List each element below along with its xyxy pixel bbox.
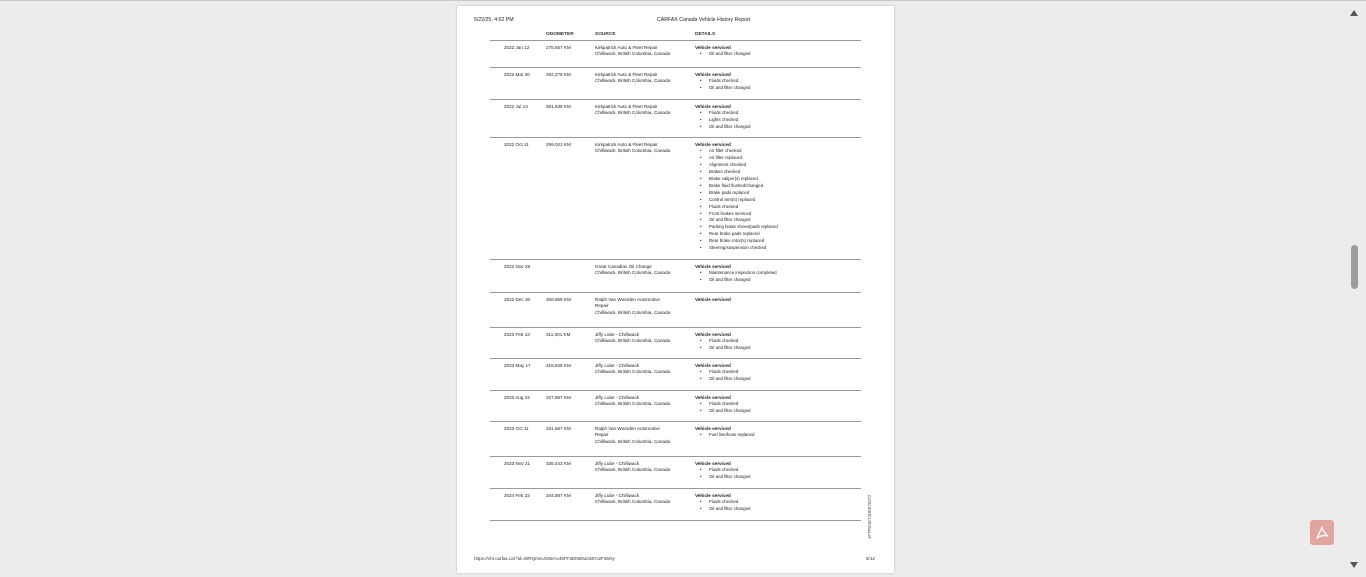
record-source [595,142,693,155]
record-date: 2022 Jul 13 [504,104,528,109]
record-date: 2023 Aug 22 [504,395,530,400]
source-line: Chilliwack, British Columbia, Canada [595,467,671,473]
column-details: DETAILS [695,32,716,37]
source-line: Chilliwack, British Columbia, Canada [595,78,671,84]
source-line: Chilliwack, British Columbia, Canada [595,438,671,444]
record-date: 2023 Oct 11 [504,426,529,431]
details-list [695,432,860,439]
scroll-thumb[interactable] [1351,245,1358,289]
details-list [695,110,860,131]
record-details [695,297,860,303]
details-item: • Front brakes serviced [695,211,860,218]
row-divider [490,40,861,41]
record-odometer: 282,279 KM [546,72,571,77]
record-date: 2022 Oct 11 [504,142,529,147]
details-item: • Oil and filter changed [695,277,860,284]
record-details [695,264,860,284]
row-divider [490,358,861,359]
record-odometer: 336,443 KM [546,461,571,466]
vertical-scrollbar[interactable] [1348,7,1360,572]
record-date: 2022 Nov 29 [504,264,531,269]
print-date: 5/22/25, 4:02 PM [474,17,514,23]
row-divider [490,292,861,293]
details-item: • Oil and filter changed [695,408,860,415]
details-item: • Fluids checked [695,467,860,474]
source-line: Chilliwack, British Columbia, Canada [595,499,671,505]
details-list [695,467,860,481]
details-title: Vehicle serviced [695,395,731,400]
footer-url: https://vhr.carfax.ca/?id=WRQmeUG8eAc4kFF3DN80u04E%2F46Oy [474,556,615,561]
details-item: • Oil and filter changed [695,85,860,92]
details-title: Vehicle serviced [695,45,731,50]
column-odometer: ODOMETER [546,32,574,37]
row-divider [490,327,861,328]
record-details [695,426,860,439]
row-divider [490,421,861,422]
record-details [695,493,860,513]
page-number: 6/12 [866,556,875,561]
row-divider [490,99,861,100]
record-date: 2023 May 17 [504,363,531,368]
source-line: Ralph Van Woerden Automotive [595,426,660,431]
details-item: • Oil and filter changed [695,217,860,224]
details-item: • Control arm(s) replaced [695,197,860,204]
viewer-top-border [0,0,1366,1]
scroll-up-icon[interactable] [1350,10,1358,16]
details-title: Vehicle serviced [695,461,731,466]
details-item: • Fuel line/hose replaced [695,432,860,439]
record-source [595,363,693,376]
adobe-pdf-icon [1314,525,1330,541]
adobe-pdf-button[interactable] [1310,520,1334,545]
row-divider [490,520,861,521]
record-details [695,363,860,383]
record-details [695,332,860,352]
record-source [595,297,693,316]
details-item: • Alignment checked [695,162,860,169]
row-divider [490,137,861,138]
record-details [695,45,860,58]
details-item: • Steering/suspension checked [695,245,860,252]
details-item: • Oil and filter changed [695,51,860,58]
details-item: • Air filter checked [695,148,860,155]
record-source [595,395,693,408]
details-title: Vehicle serviced [695,332,731,337]
details-title: Vehicle serviced [695,426,731,431]
details-item: • Oil and filter changed [695,474,860,481]
record-odometer: 318,628 KM [546,363,571,368]
record-date: 2023 Nov 21 [504,461,531,466]
source-line: Chilliwack, British Columbia, Canada [595,401,671,407]
details-item: • Fluids checked [695,78,860,85]
details-item: • Brakes checked [695,169,860,176]
report-title: CARFAX Canada Vehicle History Report [657,17,751,23]
record-source [595,45,693,58]
source-line: Ralph Van Woerden Automotive [595,297,660,302]
record-details [695,461,860,481]
details-item: • Oil and filter changed [695,345,860,352]
details-item: • Brake caliper(s) replaced [695,176,860,183]
details-list [695,499,860,513]
source-line: Chilliwack, British Columbia, Canada [595,338,671,344]
details-list [695,78,860,92]
record-date: 2023 Feb 13 [504,332,530,337]
record-odometer: 311,001 KM [546,332,571,337]
source-line: Jiffy Lube - Chilliwack [595,363,640,368]
record-odometer: 308,959 KM [546,297,571,302]
details-list [695,51,860,58]
details-item: • Fluids checked [695,110,860,117]
details-item: • Oil and filter changed [695,506,860,513]
pdf-page [457,6,894,573]
record-date: 2022 Mar 30 [504,72,530,77]
details-item: • Parking brake shoes/pads replaced [695,224,860,231]
source-line: Repair [595,432,609,438]
details-title: Vehicle serviced [695,493,731,498]
source-line: Chilliwack, British Columbia, Canada [595,369,671,375]
source-line: Kirkpatrick Auto & Fleet Repair [595,104,658,109]
record-source [595,461,693,474]
details-item: • Fluids checked [695,401,860,408]
record-odometer: 344,897 KM [546,493,571,498]
details-title: Vehicle serviced [695,363,731,368]
details-title: Vehicle serviced [695,297,731,302]
record-source [595,493,693,506]
record-source [595,72,693,85]
source-line: Jiffy Lube - Chilliwack [595,461,640,466]
vin-side-label: 1FTFW1ET4DKE75272 [867,494,872,539]
source-line: Kirkpatrick Auto & Fleet Repair [595,142,658,147]
record-source [595,332,693,345]
record-details [695,142,860,252]
record-odometer: 291,838 KM [546,104,571,109]
details-list [695,148,860,252]
source-line: Kirkpatrick Auto & Fleet Repair [595,72,658,77]
details-item: • Rear brake rotor(s) replaced [695,238,860,245]
details-list [695,270,860,284]
details-item: • Maintenance inspection completed [695,270,860,277]
row-divider [490,456,861,457]
record-source [595,104,693,117]
source-line: Great Canadian Oil Change [595,264,652,269]
source-line: Kirkpatrick Auto & Fleet Repair [595,45,658,50]
record-odometer: 327,867 KM [546,395,571,400]
record-odometer: 331,567 KM [546,426,571,431]
details-item: • Fluids checked [695,204,860,211]
details-item: • Fluids checked [695,338,860,345]
source-line: Chilliwack, British Columbia, Canada [595,51,671,57]
row-divider [490,259,861,260]
source-line: Jiffy Lube - Chilliwack [595,493,640,498]
source-line: Chilliwack, British Columbia, Canada [595,309,671,315]
details-list [695,401,860,415]
row-divider [490,488,861,489]
details-item: • Air filter replaced [695,155,860,162]
source-line: Chilliwack, British Columbia, Canada [595,110,671,116]
source-line: Chilliwack, British Columbia, Canada [595,270,671,276]
details-item: • Oil and filter changed [695,124,860,131]
details-title: Vehicle serviced [695,72,731,77]
record-details [695,104,860,131]
record-source [595,426,693,445]
row-divider [490,67,861,68]
details-title: Vehicle serviced [695,264,731,269]
record-odometer: 275,557 KM [546,45,571,50]
source-line: Chilliwack, British Columbia, Canada [595,148,671,154]
source-line: Jiffy Lube - Chilliwack [595,395,640,400]
record-details [695,395,860,415]
column-source: SOURCE [595,32,616,37]
record-date: 2022 Dec 30 [504,297,531,302]
source-line: Repair [595,303,609,309]
details-item: • Brake pads replaced [695,190,860,197]
record-date: 2024 Feb 22 [504,493,530,498]
details-item: • Rear brake pads replaced [695,231,860,238]
details-item: • Fluids checked [695,499,860,506]
source-line: Jiffy Lube - Chilliwack [595,332,640,337]
row-divider [490,390,861,391]
record-odometer: 299,021 KM [546,142,571,147]
details-title: Vehicle serviced [695,104,731,109]
scroll-down-icon[interactable] [1350,562,1358,568]
record-date: 2022 Jan 12 [504,45,530,50]
details-item: • Oil and filter changed [695,376,860,383]
details-list [695,338,860,352]
record-source [595,264,693,277]
details-title: Vehicle serviced [695,142,731,147]
record-details [695,72,860,92]
details-item: • Lights checked [695,117,860,124]
details-item: • Fluids checked [695,369,860,376]
details-item: • Brake fluid flushed/changed [695,183,860,190]
details-list [695,369,860,383]
